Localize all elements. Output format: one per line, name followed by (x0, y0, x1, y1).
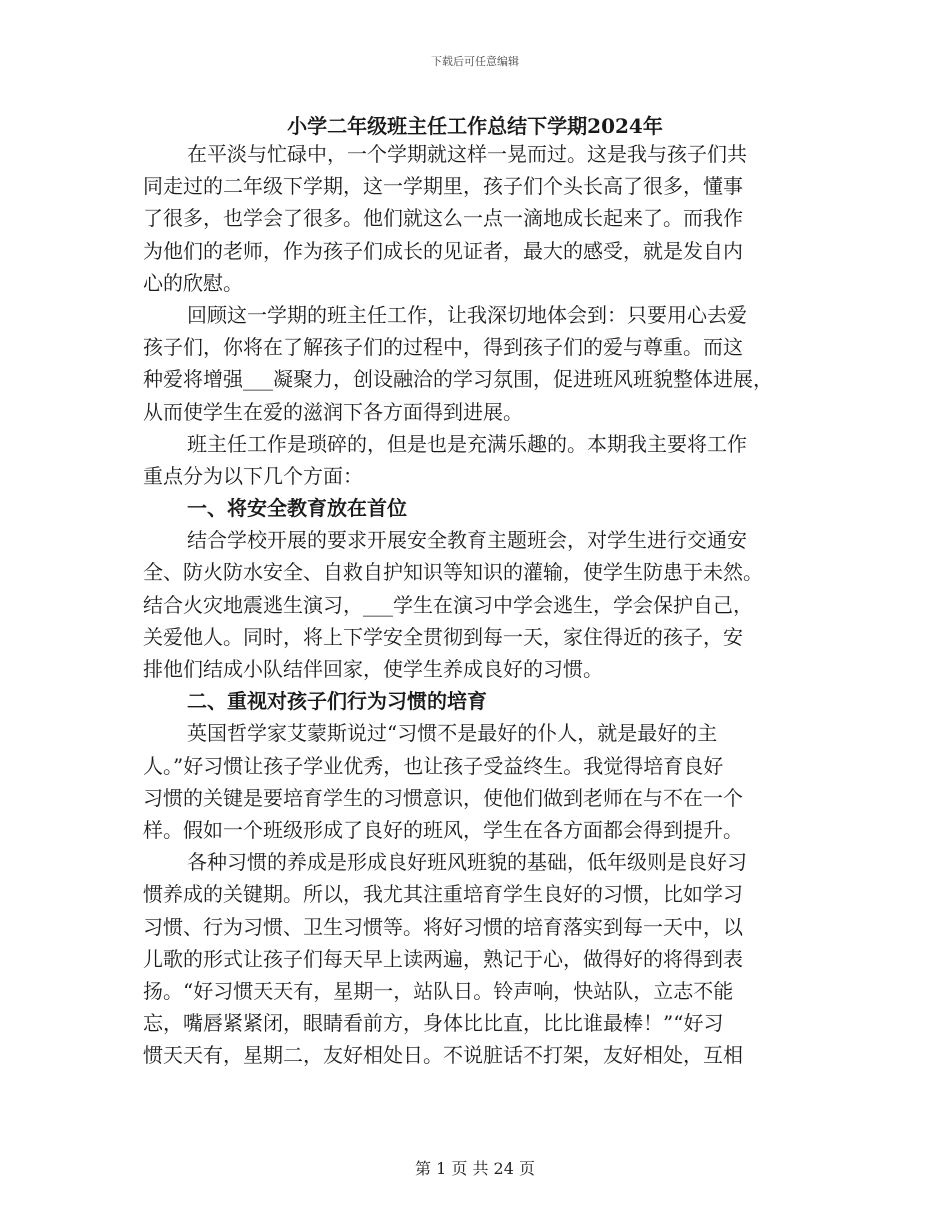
paragraph-line: 扬。“好习惯天天有，星期一，站队日。铃声响，快站队，立志不能 (143, 978, 734, 1003)
paragraph-line: 重点分为以下几个方面： (143, 463, 363, 488)
header-note: 下载后可任意编辑 (431, 55, 519, 68)
paragraph-line: 各种习惯的养成是形成良好班风班貌的基础，低年级则是良好习 (187, 850, 747, 875)
paragraph-line: 忘，嘴唇紧紧闭，眼睛看前方，身体比比直，比比谁最棒！”“好习 (143, 1011, 724, 1036)
paragraph-line: 人。”好习惯让孩子学业优秀，也让孩子受益终生。我觉得培育良好 (143, 753, 724, 778)
paragraph-line: 全、防火防水安全、自救自护知识等知识的灌输，使学生防患于未然。 (143, 560, 763, 585)
paragraph-line: 结合火灾地震逃生演习，___学生在演习中学会逃生，学会保护自己， (143, 592, 753, 617)
document-body (143, 138, 807, 1071)
document-title: 小学二年级班主任工作总结下学期2024年 (287, 114, 663, 138)
paragraph-line: 了很多，也学会了很多。他们就这么一点一滴地成长起来了。而我作 (143, 206, 743, 231)
paragraph-line: 为他们的老师，作为孩子们成长的见证者，最大的感受，就是发自内 (143, 238, 743, 263)
paragraph-line: 习惯的关键是要培育学生的习惯意识，使他们做到老师在与不在一个 (143, 785, 743, 810)
page-footer: 第 1 页 共 24 页 (415, 1159, 535, 1178)
paragraph-line: 习惯、行为习惯、卫生习惯等。将好习惯的培育落实到每一天中，以 (143, 914, 743, 939)
paragraph-line: 排他们结成小队结伴回家，使学生养成良好的习惯。 (143, 657, 603, 681)
paragraph-line: 种爱将增强___凝聚力，创设融洽的学习氛围，促进班风班貌整体进展， (143, 367, 773, 392)
paragraph-line: 关爱他人。同时，将上下学安全贯彻到每一天，家住得近的孩子，安 (143, 624, 743, 649)
paragraph-line: 回顾这一学期的班主任工作，让我深切地体会到：只要用心去爱 (187, 302, 747, 327)
paragraph-line: 心的欣慰。 (143, 270, 243, 295)
paragraph-line: 英国哲学家艾蒙斯说过“习惯不是最好的仆人，就是最好的主 (187, 721, 718, 746)
paragraph-line: 儿歌的形式让孩子们每天早上读两遍，熟记于心，做得好的将得到表 (143, 946, 743, 971)
paragraph-line: 班主任工作是琐碎的，但是也是充满乐趣的。本期我主要将工作 (187, 431, 747, 456)
paragraph-line: 结合学校开展的要求开展安全教育主题班会，对学生进行交通安 (187, 528, 747, 553)
paragraph-line: 惯天天有，星期二，友好相处日。不说脏话不打架，友好相处，互相 (143, 1043, 743, 1068)
paragraph-line: 孩子们，你将在了解孩子们的过程中，得到孩子们的爱与尊重。而这 (143, 335, 743, 360)
paragraph-line: 在平淡与忙碌中，一个学期就这样一晃而过。这是我与孩子们共 (187, 142, 747, 166)
paragraph-line: 从而使学生在爱的滋润下各方面得到进展。 (143, 399, 523, 424)
section-heading: 二、重视对孩子们行为习惯的培育 (187, 689, 487, 714)
paragraph-line: 惯养成的关键期。所以，我尤其注重培育学生良好的习惯，比如学习 (143, 882, 743, 907)
section-heading: 一、将安全教育放在首位 (187, 496, 407, 521)
paragraph-line: 样。假如一个班级形成了良好的班风，学生在各方面都会得到提升。 (143, 817, 743, 842)
paragraph-line: 同走过的二年级下学期，这一学期里，孩子们个头长高了很多，懂事 (143, 174, 743, 199)
